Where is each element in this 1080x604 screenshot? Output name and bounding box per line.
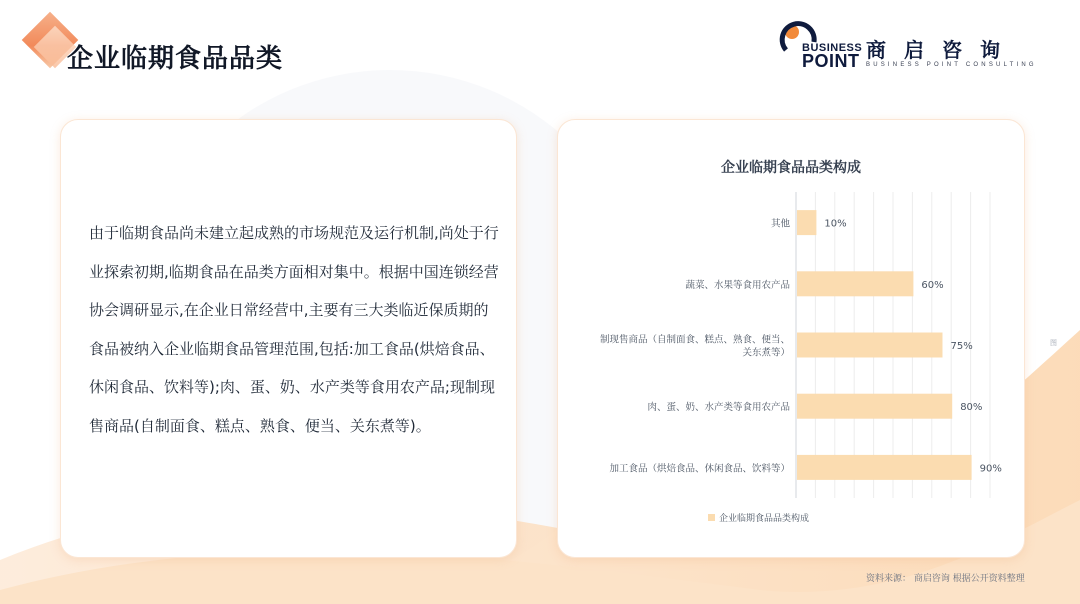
chart-value-label: 80% <box>960 402 983 414</box>
chart-bar <box>797 394 952 419</box>
chart-title: 企业临期食品品类构成 <box>721 160 861 176</box>
company-logo <box>778 16 1058 72</box>
chart-category-label: 蔬菜、水果等食用农产品 <box>685 279 790 291</box>
logo-tagline: BUSINESS POINT CONSULTING <box>866 62 1037 68</box>
legend-swatch <box>708 514 715 521</box>
chart-category-label: 加工食品（烘焙食品、休闲食品、饮料等） <box>609 463 790 475</box>
page-title: 企业临期食品品类 <box>67 44 284 74</box>
chart-bar <box>797 333 943 358</box>
chart-bar <box>797 455 972 480</box>
logo-english-line1: BUSINESS <box>802 42 863 54</box>
chart-value-label: 90% <box>979 463 1002 475</box>
chart-bars <box>797 210 972 480</box>
chart-value-label: 10% <box>824 218 847 230</box>
edge-mark: 图 <box>1050 339 1057 347</box>
chart-category-labels <box>600 218 791 475</box>
chart-category-label: 肉、蛋、奶、水产类等食用农产品 <box>647 402 790 414</box>
chart-category-label: 制现售商品（自制面食、糕点、熟食、便当、 <box>599 334 790 346</box>
chart-value-label: 75% <box>950 341 973 352</box>
logo-english-line2: POINT <box>802 51 860 71</box>
description-paragraph: 由于临期食品尚未建立起成熟的市场规范及运行机制,尚处于行业探索初期,临期食品在品类方面相对集中。根据中国连锁经营协会调研显示,在企业日常经营中,主要有三大类临近保质期的食品被纳入企业临期食品管理范围,包括:加工食品(烘焙食品、休闲食品、饮料等);肉、蛋、奶、水产类等食用农产品;现制现售商品(自制面食、糕点、熟食、便当、关东煮等)。 <box>89 224 499 435</box>
description-card <box>60 119 517 558</box>
chart-bar <box>797 210 816 235</box>
chart-value-label: 60% <box>921 279 944 291</box>
chart-bar <box>797 271 913 296</box>
source-note: 资料来源： 商启咨询 根据公开资料整理 <box>866 574 1025 584</box>
bar-chart <box>558 120 1024 557</box>
chart-category-label: 关东煮等） <box>742 347 790 359</box>
chart-legend <box>708 512 809 524</box>
legend-label: 企业临期食品品类构成 <box>719 514 810 524</box>
chart-card <box>557 119 1025 558</box>
logo-chinese-name: 商启咨询 <box>866 38 1018 62</box>
chart-category-label: 其他 <box>770 218 790 230</box>
